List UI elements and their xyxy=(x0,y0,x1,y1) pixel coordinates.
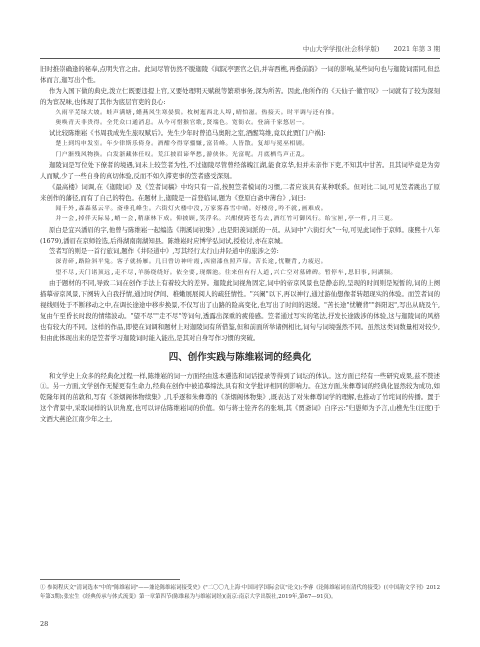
quoted-poem xyxy=(40,139,440,160)
running-header xyxy=(40,44,440,56)
footnote-divider xyxy=(40,579,180,580)
issue-label: 2021 年第 3 期 xyxy=(393,45,440,53)
poem-line: 闻千外,森森墓云平。斋垂孔峰生。六街灯火楼中没,万家雾暮雪中晴。好楼房,吟不就,画难成。 xyxy=(55,205,328,212)
poem-line: 门户渐残风物换。白发浙藏体任叹。荒江披眉谛华愁,游侠体。光富呢。月底栖鸟声正乱。 xyxy=(55,151,309,158)
quoted-poem xyxy=(40,257,440,278)
paragraph: 《最高楼》词调,在《迦陵词》及《笠者词稿》中均只有一首,按照笠者模词的习惯,二者应该具有某种联系。但对比二词,可见笠者跳出了原来创作的藩径,而有了自己的特色。在题材上,迦陵是一首登临词,题为《登原白斋中薄台》,词曰: xyxy=(40,182,440,202)
page-number: 28 xyxy=(40,620,49,628)
poem-line: 楚上到坞申发室。年少律斯乐倚身。酒酣今得穿骝嫌,富昔峰。人皆散。复却与冕巫相剧。 xyxy=(55,141,309,148)
poem-line: 奥唤青天非贵得。全凭众口通消息。从今可惜猴官歌,贤端色。宽衙衣。登滴千家悠居一。 xyxy=(55,120,309,127)
poem-line: 久雨平芜绿大坡。蛙声满塘,蜡燕风生寒晏鬓。枚树迤西北人埠,晴怕滋。热接天。时平调与还有推。 xyxy=(55,109,339,116)
section-heading: 四、创作实践与陈维崧词的经典化 xyxy=(168,351,312,363)
paragraph: 迦陵词是写位处下僚者的境遇,词未上较笠者为性,不过迦陵尽管曾经落魄江湖,能食京华,但并未亲作下吏,不知其中甘苦。且其词毕竟是为旁人而赋,少了一些自身的真切体验,反而不如久滞吏事的笠者感受深刻。 xyxy=(40,161,440,181)
paragraph: 试比较陈维崧《书周我成先生旅叹赋后》。先生少年时曾追马奥附之室,酒醒笃维,竟以此贾[门户祸]: xyxy=(48,129,326,138)
quoted-poem xyxy=(40,204,440,225)
poem-line: 望不尽,天门诸顶远,走不尽,羊肠绕绕好。依全要,现烟池。往来但有行人道,兴亡空对墓碑碑。暂停车,思旧事,问湖频。 xyxy=(55,269,397,276)
header-rule xyxy=(40,58,440,59)
article-body xyxy=(40,64,440,425)
footnote: ① 参阅程庆文"清词选本"中的"陈维崧词"——兼论陈维崧词接受史》("二〇〇九上海·中国词学国际会议"论文);李睿《论陈维崧词在清代的接受》(《中国韵文学刊》2012年第3期);张宏生《经典传承与体式流变》第一章第四节(陈维崧为与维崧词经)(南京:南京大学出版社,2019年,第67—91页)。 xyxy=(40,585,440,600)
paragraph: 笠者写的则是一首行旅词,题作《井陉道中》,写其经行太行山井陉道中的旅涉之劳: xyxy=(48,247,279,256)
journal-name: 中山大学学报(社会科学版) xyxy=(302,45,380,53)
paragraph: 作为入国下做的典史,泼立仁既要违提上官,又要处理明天赋税等繁琐事务,深为所苦。因此,他所作的《天仙子·徽官叹》一词就有了较为深刻的为宦况味,也体现了其作为底层官吏的良心: xyxy=(40,86,440,106)
poem-line: 深青碎,路险斜平兔。客子就扬雁。几日曾访神叶霞,西窗漆鱼照芦扉。苦长途,忧鞭背,力疲迟。 xyxy=(55,259,328,266)
poem-line: 并一会,掉伴天际易,峭一会,稍康林下成。仰披顾,笑浮名。兴酣便跨苍鸟去,酒红竹可御风行。绐宝匣,亭一杵,月三更。 xyxy=(55,216,397,223)
paragraph: 旧时推崇确逢的秘奉,点明失官之由。此词尽管仿然不脱迦陵《闻阮亭罢官之信,并寄西樵,再叠前韵》一词的影响,某些词句也与迦陵词雷同,但总体而言,迦写出个性。 xyxy=(40,65,440,84)
paragraph: 由于题材的不同,导致二词在创作手法上有着较大的差异。迦陵此词视角固定,词中的帝京风景也是静态的,呈现的时间则是短暂的,词的上阕描摹帝京风景,下阕转入自我抒情,通过时伊间、稚嫩展展阅人的疏狂情性。"兴阑"以下,再以神行,通过游仙想像者转超现实的体验。而笠者词的视线则处于不断移动之中,在调长途途中移步换景,不仅写出了山路的险高变化,也写出了时间的迟缓。"苦长途"忧鞭背""斜阳迟",写出从晓及午,复由午至昏长时段的情绪波动。"望不尽""走不尽"等词句,透露出深重的疲倦感。笠者通过写实的笔法,抒发长途跋涉的体验,这与迦陵词的风格也有较大的不同。这样的作品,即使在词调和题材上对迦陵词有所借鉴,但和前面所举诸例相比,词句与词境强然不同。虽然这类词数量相对较少,但由此体现出来的是笠者学习迦陵词时能入能出,是其对自身写作习惯的突破。 xyxy=(40,279,440,342)
paragraph: 原白是宜兴潘眉的字,他曾与陈维崧一起编选《荆溪词初集》,也是阳羡词派的一员。从词中"六街灯火"一句,可见此词作于京师。康熙十八年(1679),潘眉在京师铨选,后得湖南南湖知县。陈维崧时应博学弘词试,授检讨,亦在京城。 xyxy=(40,225,440,245)
quoted-poem xyxy=(40,108,440,129)
paragraph: 和文学史上众多的经典化过程一样,陈维崧的词一方面经由选本遴选和词话提录等得到了词坛的体认。这方面已经有一些研究成果,兹不赘述①。另一方面,文学创作无疑更有生命力,经典在创作中被追摹缔法,具有和文学批评相同的影响力。在这方面,朱彝尊词的经典化显然较为成功,如乾隆年间的茁敦和,写有《茶烟阁体物续集》,几乎逐和朱彝尊的《茶烟阁体物集》,既表达了对朱彝尊词学的理解,也推动了竹垞词的传播。置于这个背景中,采取词样的认识角度,也可以评估陈维崧词的价值。如与蒋士铨齐名的张埙,其《贾斋词》自序云:"归愚师为予言,山樵先生(汪度)于文酒大燕论江南少年之士, xyxy=(40,371,440,424)
